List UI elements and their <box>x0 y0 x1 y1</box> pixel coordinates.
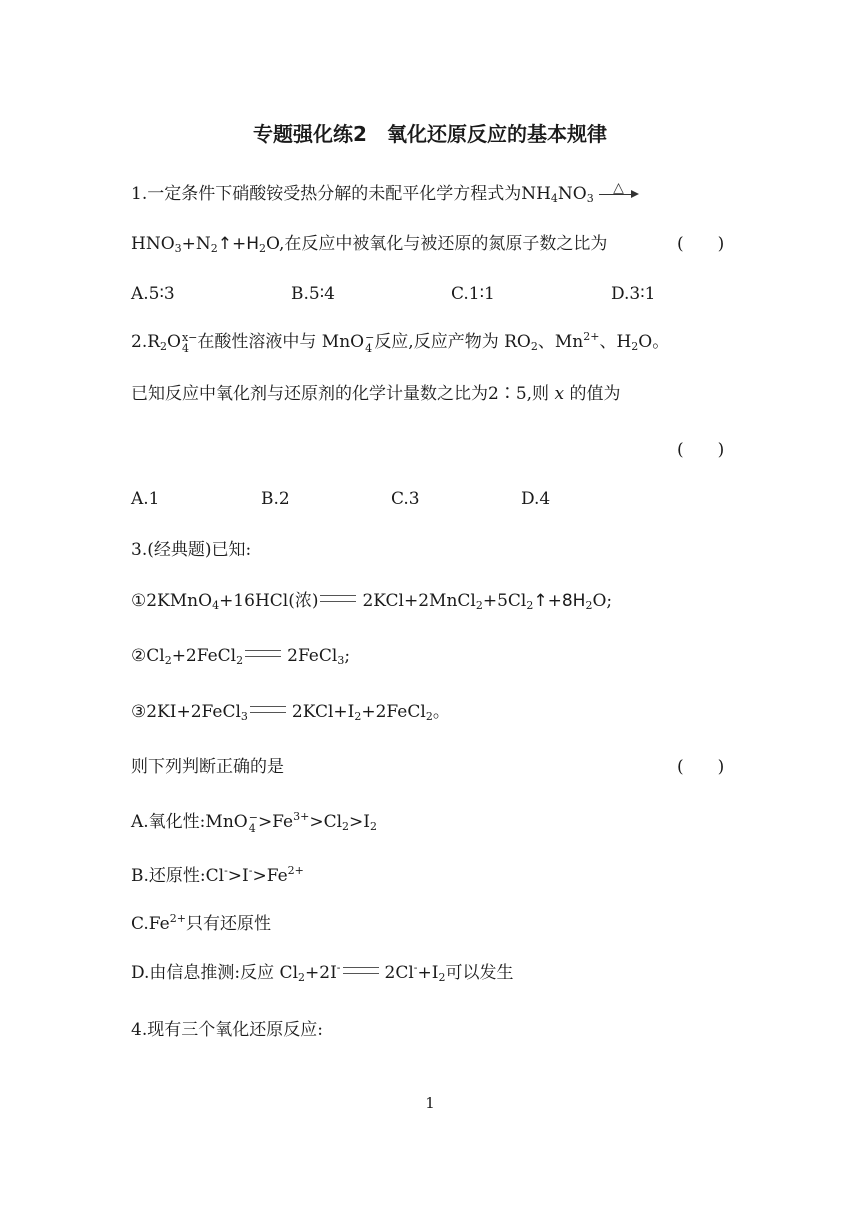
q1-option-b: B.5∶4 <box>291 284 335 304</box>
q3-intro: 3.(经典题)已知: <box>131 540 252 560</box>
q2-option-a: A.1 <box>131 489 160 509</box>
q3-option-b: B.还原性$:Cl^->I^->Fe^{2+}$ <box>131 864 304 886</box>
equals-sign-icon <box>245 650 281 657</box>
q3-reaction-3: ③2KI+2FeCl$_3$ $2KCl+I_2+2FeCl_2$。 <box>131 702 450 723</box>
equals-sign-icon <box>250 706 286 713</box>
q3-option-c: $C.Fe^{2+}$只有还原性 <box>131 912 271 934</box>
q2-option-c: C.3 <box>391 489 420 509</box>
q2-option-b: B.2 <box>261 489 290 509</box>
q4-intro: 4.现有三个氧化还原反应: <box>131 1020 323 1040</box>
q1-option-d: D.3∶1 <box>611 284 656 304</box>
equals-sign-icon <box>320 595 356 602</box>
q1-line1: 1.一定条件下硝酸铵受热分解的未配平化学方程式为$NH_4NO_3$ △ <box>131 182 639 206</box>
equals-sign-icon <box>343 967 379 974</box>
q1-answer-paren: ( ) <box>677 234 725 254</box>
q3-question: 则下列判断正确的是 <box>131 757 284 777</box>
q1-option-c: C.1∶1 <box>451 284 495 304</box>
q1-option-a: A.5∶3 <box>131 284 175 304</box>
q2-option-d: D.4 <box>521 489 551 509</box>
page-number: 1 <box>425 1094 435 1112</box>
q3-answer-paren: ( ) <box>677 757 725 777</box>
page-title: 专题强化练2 氧化还原反应的基本规律 <box>253 122 607 146</box>
q3-option-a: A.氧化性:MnO − 4 $>Fe^{3+}>Cl_2>I_2$ <box>131 810 377 835</box>
q2-line1: $2.R_2O$ x− 4 在酸性溶液中与 MnO − 4 反应,反应产物为 $RO_2$、$Mn^{2+}$、$H_2O$。 <box>131 330 670 355</box>
q1-line2: $HNO_3+N_2↑+H_2O$,在反应中被氧化与被还原的氮原子数之比为 <box>131 234 608 255</box>
q2-line2: 已知反应中氧化剂与还原剂的化学计量数之比为2∶5,则 x 的值为 <box>131 384 621 404</box>
q2-answer-paren: ( ) <box>677 440 725 460</box>
q3-option-d: D.由信息推测:反应 $Cl_2+2I^-$ $2Cl^-+I_2$可以发生 <box>131 961 514 984</box>
heat-arrow-icon: △ <box>599 182 639 206</box>
q3-reaction-2: $②Cl_2+2FeCl_2$ 2FeCl$_3$; <box>131 646 351 667</box>
q3-reaction-1: ①2KMnO$_4$+16HCl(浓) $2KCl+2MnCl_2+5Cl_2↑+8H_2O$; <box>131 591 613 612</box>
